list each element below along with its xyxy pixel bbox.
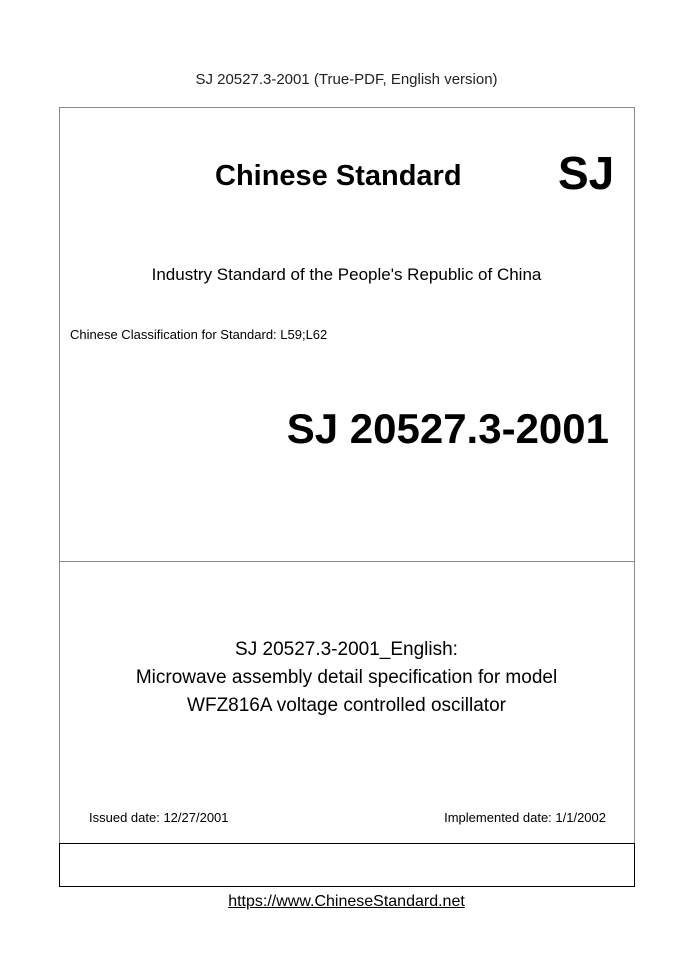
description-line: SJ 20527.3-2001_English: [235,639,458,660]
document-header-title: SJ 20527.3-2001 (True-PDF, English version) [195,71,498,88]
website-link[interactable]: https://www.ChineseStandard.net [228,893,465,910]
description-line: WFZ816A voltage controlled oscillator [187,695,506,716]
implemented-date: Implemented date: 1/1/2002 [444,810,606,825]
classification-line: Chinese Classification for Standard: L59;L62 [70,327,328,342]
industry-standard-line: Industry Standard of the People's Republic of China [151,265,542,284]
standard-number: SJ 20527.3-2001 [286,405,609,452]
description-line: Microwave assembly detail specification for model [135,667,558,688]
standard-mark: SJ [558,147,615,199]
issued-date: Issued date: 12/27/2001 [89,810,229,825]
standard-description [0,636,693,720]
cover-bottom-box [59,843,635,887]
cover-heading: Chinese Standard [215,160,462,192]
footer [0,893,693,911]
